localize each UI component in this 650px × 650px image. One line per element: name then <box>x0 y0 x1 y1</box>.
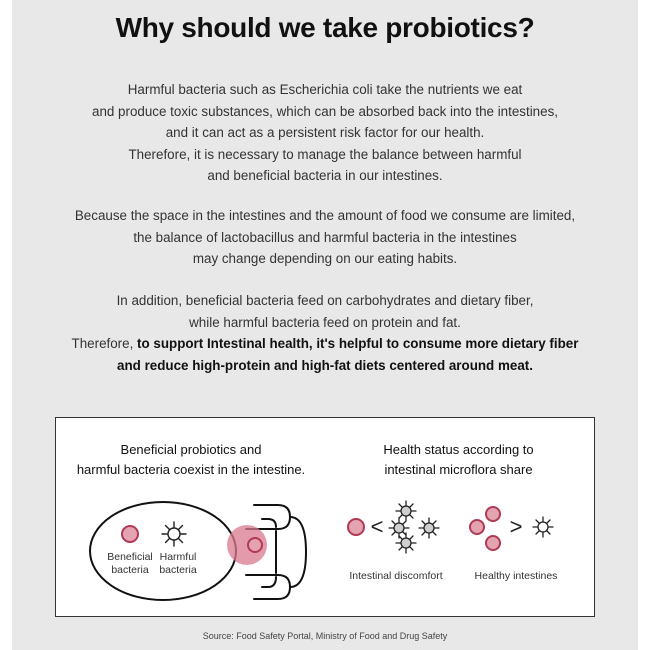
beneficial-bacteria-icon <box>486 536 500 550</box>
harmful-bacteria-icon <box>396 533 416 553</box>
text-line: the balance of lactobacillus and harmful bacteria in the intestines <box>133 229 517 245</box>
text-line: In addition, beneficial bacteria feed on carbohydrates and dietary fiber, <box>116 293 534 308</box>
text-line <box>12 333 638 355</box>
harmful-label <box>150 551 206 577</box>
caption-line: intestinal microflora share <box>384 462 533 477</box>
harmful-bacteria-icon <box>419 518 439 538</box>
caption-line: Beneficial probiotics and <box>120 442 262 457</box>
harmful-bacteria-icon <box>162 522 186 546</box>
harmful-bacteria-icon <box>533 517 553 537</box>
beneficial-bacteria-icon <box>122 526 138 542</box>
caption-line: harmful bacteria coexist in the intestine. <box>76 462 306 477</box>
diagram-box <box>55 417 595 617</box>
greater-than-sign: > <box>509 514 523 539</box>
text-line: and it can act as a persistent risk factor for our health. <box>165 125 485 140</box>
text-line: Harmful bacteria such as Escherichia coli take the nutrients we eat <box>127 82 523 97</box>
source-credit: Source: Food Safety Portal, Ministry of Food and Drug Safety <box>202 631 448 641</box>
beneficial-bacteria-icon <box>470 520 484 534</box>
text-line: may change depending on our eating habits. <box>192 251 458 266</box>
paragraph-diet <box>12 290 638 376</box>
label-line: bacteria <box>159 564 197 576</box>
healthy-label: Healthy intestines <box>474 570 558 582</box>
text-prefix: Therefore, <box>71 336 138 351</box>
beneficial-bacteria-icon <box>486 507 500 521</box>
less-than-sign: < <box>370 514 384 539</box>
discomfort-label: Intestinal discomfort <box>349 570 443 582</box>
emphasis-text: to support Intestinal health, it's helpful to consume more dietary fiber <box>137 336 579 351</box>
label-line: bacteria <box>111 564 149 576</box>
label-line: Beneficial <box>107 551 153 563</box>
beneficial-bacteria-icon <box>248 538 262 552</box>
paragraph-nutrients <box>12 79 638 187</box>
label-line: Harmful <box>159 551 197 563</box>
beneficial-bacteria-icon <box>348 519 364 535</box>
text-line: and beneficial bacteria in our intestines. <box>207 168 443 183</box>
text-line: while harmful bacteria feed on protein and fat. <box>189 314 461 330</box>
text-line: Therefore, it is necessary to manage the balance between harmful <box>128 146 522 162</box>
diagram-illustration <box>56 418 596 618</box>
text-line: Because the space in the intestines and the amount of food we consume are limited, <box>74 208 576 223</box>
caption-line: Health status according to <box>383 442 534 457</box>
emphasis-text: and reduce high-protein and high-fat diets centered around meat. <box>117 357 533 373</box>
text-line: and produce toxic substances, which can be absorbed back into the intestines, <box>92 103 558 119</box>
page-title: Why should we take probiotics? <box>115 12 535 43</box>
paragraph-space <box>12 205 638 270</box>
